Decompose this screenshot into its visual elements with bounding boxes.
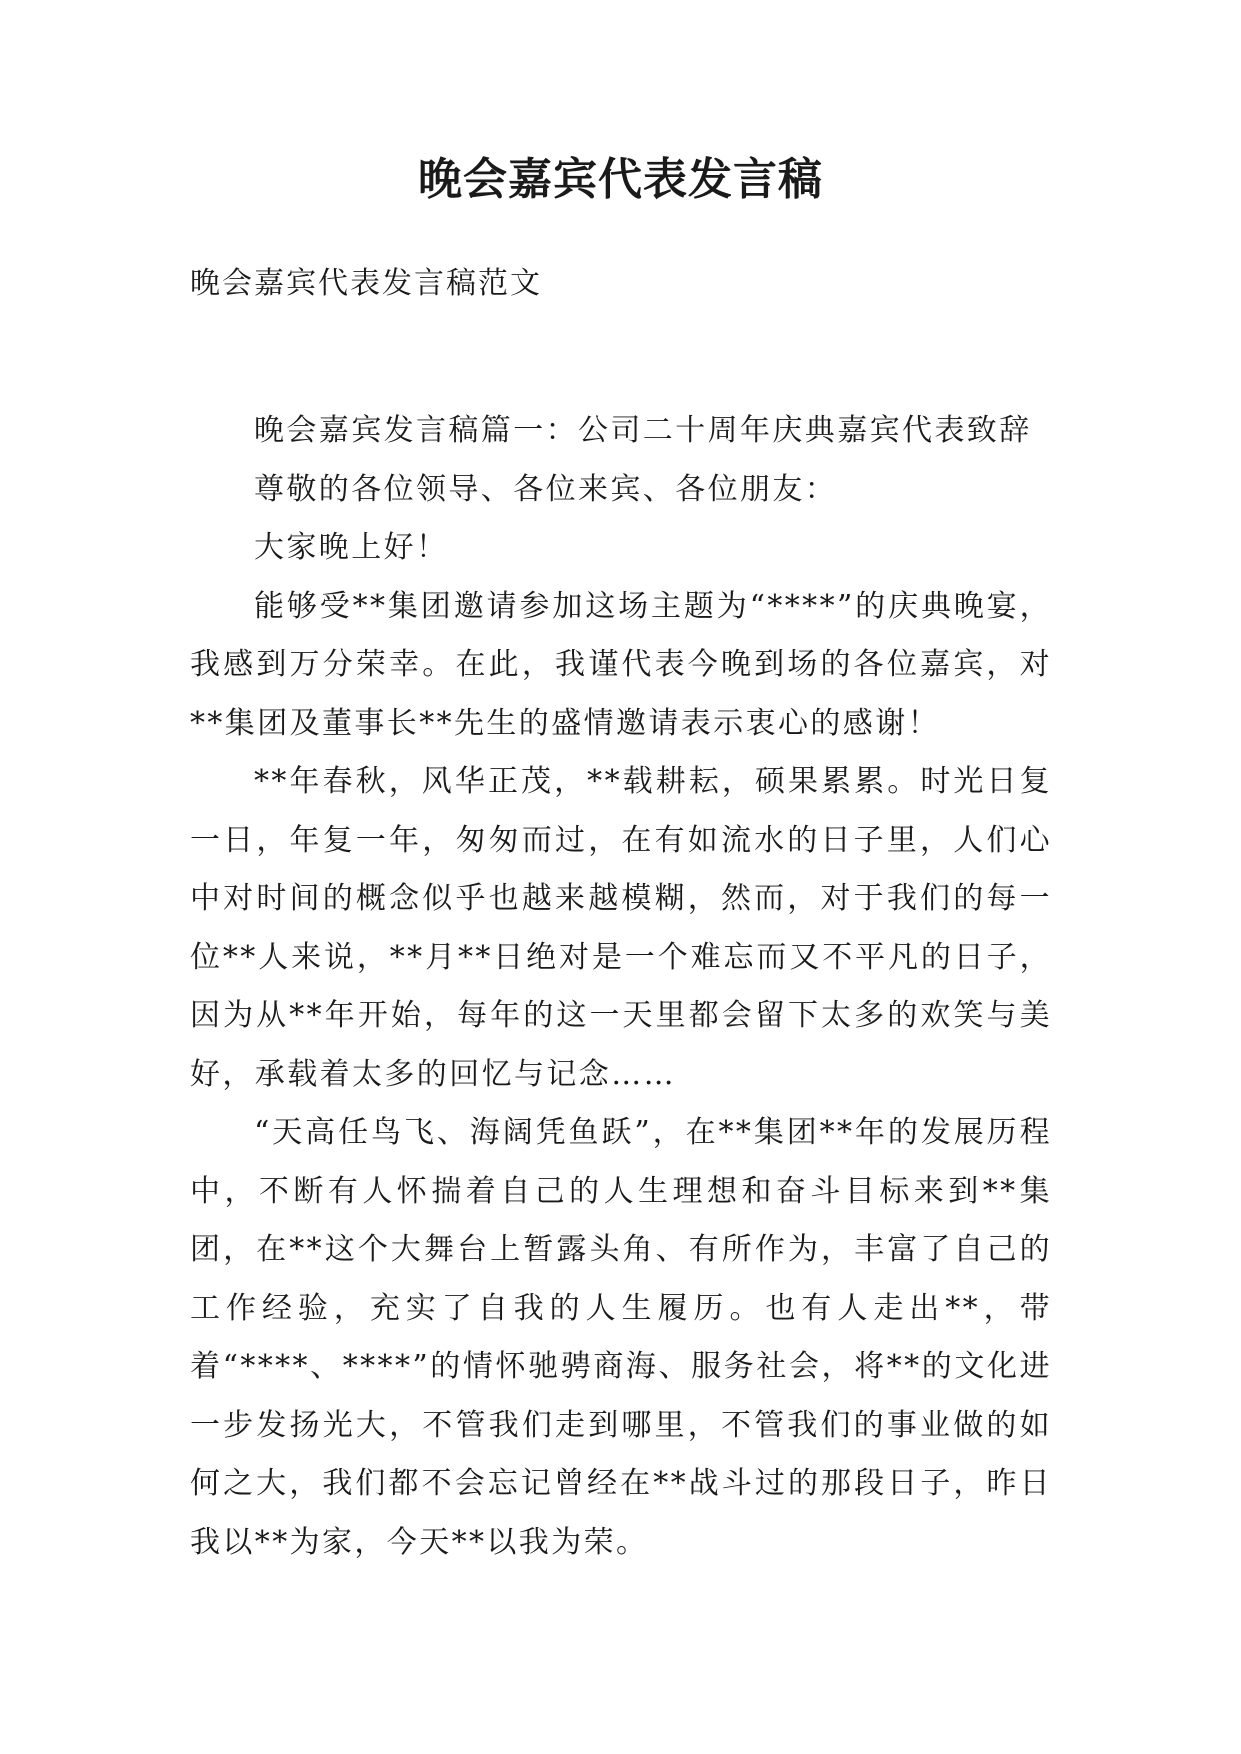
document-body: [190, 402, 1052, 1572]
paragraph-heading: 晚会嘉宾发言稿篇一：公司二十周年庆典嘉宾代表致辞: [254, 413, 1032, 448]
document-title: 晚会嘉宾代表发言稿: [418, 154, 823, 205]
paragraph-salutation: 尊敬的各位领导、各位来宾、各位朋友：: [254, 471, 838, 507]
paragraph-thanks: 能够受**集团邀请参加这场主题为“****”的庆典晚宴，我感到万分荣幸。在此，我谨代表今晚到场的各位嘉宾，对**集团及董事长**先生的盛情邀请表示衷心的感谢！: [190, 588, 1052, 741]
document-subtitle: 晚会嘉宾代表发言稿范文: [190, 266, 542, 301]
paragraph-development: “天高任鸟飞、海阔凭鱼跃”，在**集团**年的发展历程中，不断有人怀揣着自己的人生理想和奋斗目标来到**集团，在**这个大舞台上暂露头角、有所作为，丰富了自己的工作经验，充实了自我的人生履历。也有人走出**，带着“****、****”的情怀驰骋商海、服务社会，将**的文化进一步发扬光大，不管我们走到哪里，不管我们的事业做的如何之大，我们都不会忘记曾经在**战斗过的那段日子，昨日我以**为家，今天**以我为荣。: [190, 1115, 1052, 1560]
paragraph-greeting: 大家晚上好！: [254, 530, 449, 565]
paragraph-anniversary: **年春秋，风华正茂，**载耕耘，硕果累累。时光日复一日，年复一年，匆匆而过，在有如流水的日子里，人们心中对时间的概念似乎也越来越模糊，然而，对于我们的每一位**人来说，**月**日绝对是一个难忘而又不平凡的日子，因为从**年开始，每年的这一天里都会留下太多的欢笑与美好，承载着太多的回忆与记念……: [190, 764, 1052, 1092]
